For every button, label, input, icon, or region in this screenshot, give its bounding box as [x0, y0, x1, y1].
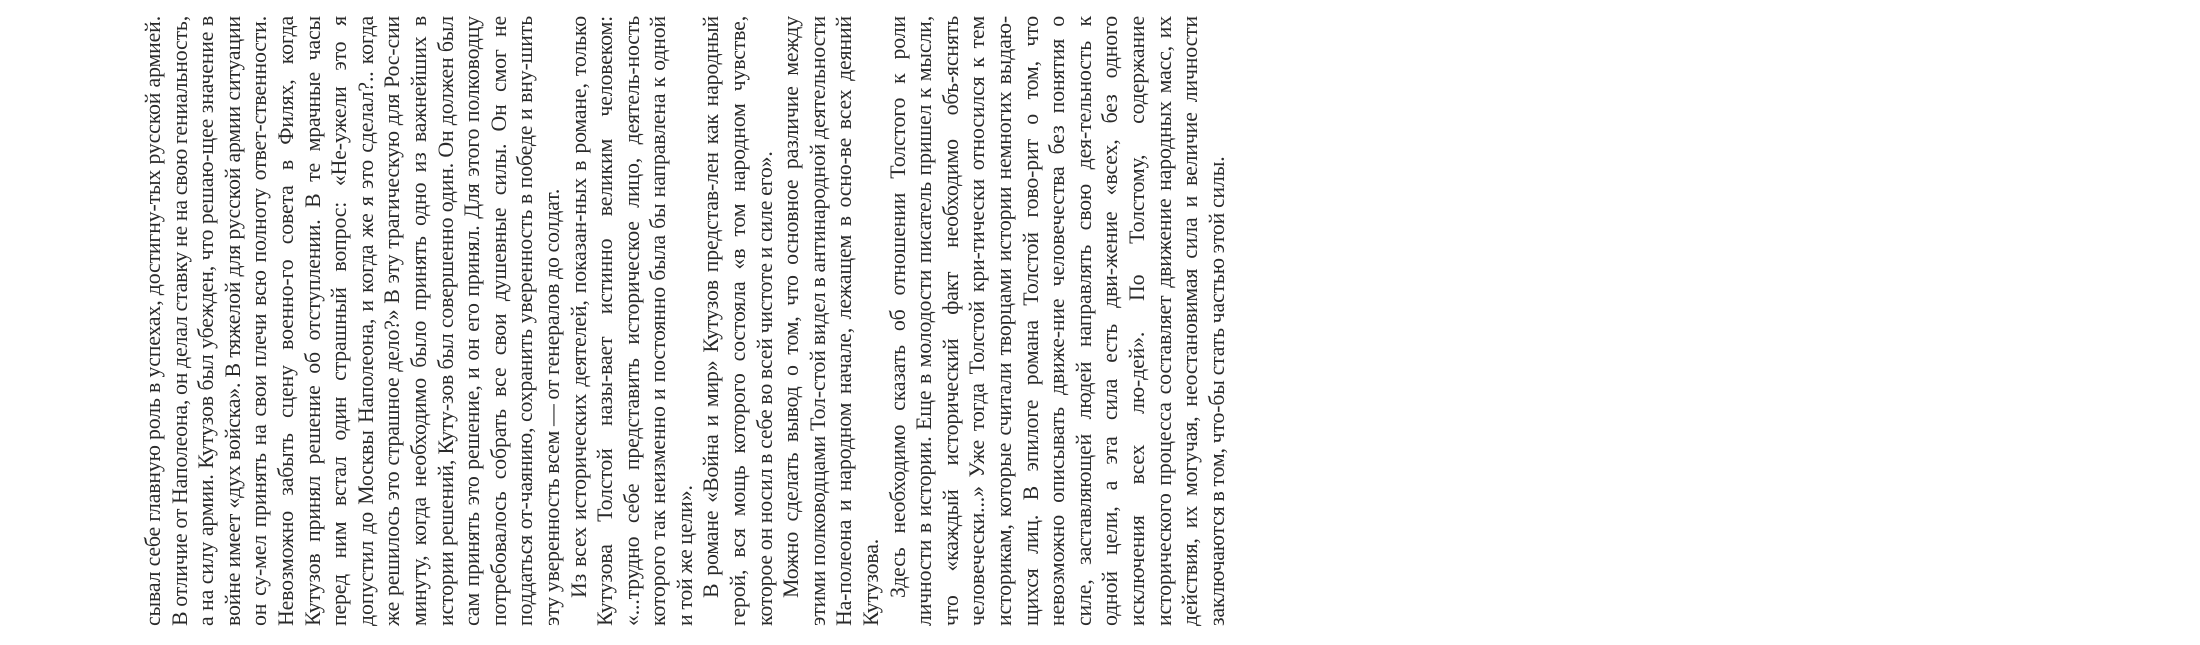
paragraph-people-hero: В романе «Война и мир» Кутузов представ-лен как народный герой, вся мощь которого состояла «в том народном чувстве, которое он носил в себе во всей чистоте и силе его».: [699, 16, 777, 626]
rotated-text-column: [140, 16, 2040, 626]
paragraph-great-man: Из всех исторических деятелей, показан-ных в романе, только Кутузова Толстой назы-вает истинно великим человеком: «...трудно себе представить историческое лицо, деятель-ность которого так неизменно и постоянно была бы направлена к одной и той же цели».: [566, 16, 697, 626]
paragraph-role-of-individual: Здесь необходимо сказать об отношении Толстого к роли личности в истории. Еще в молодости писатель пришел к мысли, что «каждый исторический факт необходимо объ-яснять человечески...» Уже тогда Толстой кри-тически относился к тем историкам, которые считали творцами истории немногих выдаю-щихся лиц. В эпилоге романа Толстой гово-рит о том, что невозможно описывать движе-ние человечества без понятия о силе, заставляющей людей направлять свою дея-тельность к одной цели, а эта сила есть дви-жение «всех, без одного исключения всех лю-дей». По Толстому, содержание исторического процесса составляет движение народных масс, их действия, их могучая, неостановимая сила и величие личности заключаются в том, что-бы стать частью этой силы.: [885, 16, 1229, 626]
paragraph-conclusion: Можно сделать вывод о том, что основное различие между этими полководцами Тол-стой видел в антинародной деятельности На-полеона и народном начале, лежащем в осно-ве всех деяний Кутузова.: [779, 16, 884, 626]
paragraph-kutuzov-army-spirit: сывал себе главную роль в успехах, достигну-тых русской армией. В отличие от Наполеона, он делал ставку не на свою гениальность, а на силу армии. Кутузов был убежден, что решаю-щее значение в войне имеет «дух войска». В тяжелой для русской армии ситуации он су-мел принять на свои плечи всю полноту ответ-ственности. Невозможно забыть сцену военно-го совета в Филях, когда Кутузов принял решение об отступлении. В те мрачные часы перед ним встал один страшный вопрос: «Не-ужели это я допустил до Москвы Наполеона, и когда же я это сделал?.. когда же решилось это страшное дело?» В эту трагическую для Рос-сии минуту, когда необходимо было принять одно из важнейших в истории решений, Куту-зов был совершенно один. Он должен был сам принять это решение, и он его принял. Для этого полководцу потребовалось собрать все свои душевные силы. Он смог не поддаться от-чаянию, сохранить уверенность в победе и вну-шить эту уверенность всем — от генералов до солдат.: [141, 16, 564, 626]
